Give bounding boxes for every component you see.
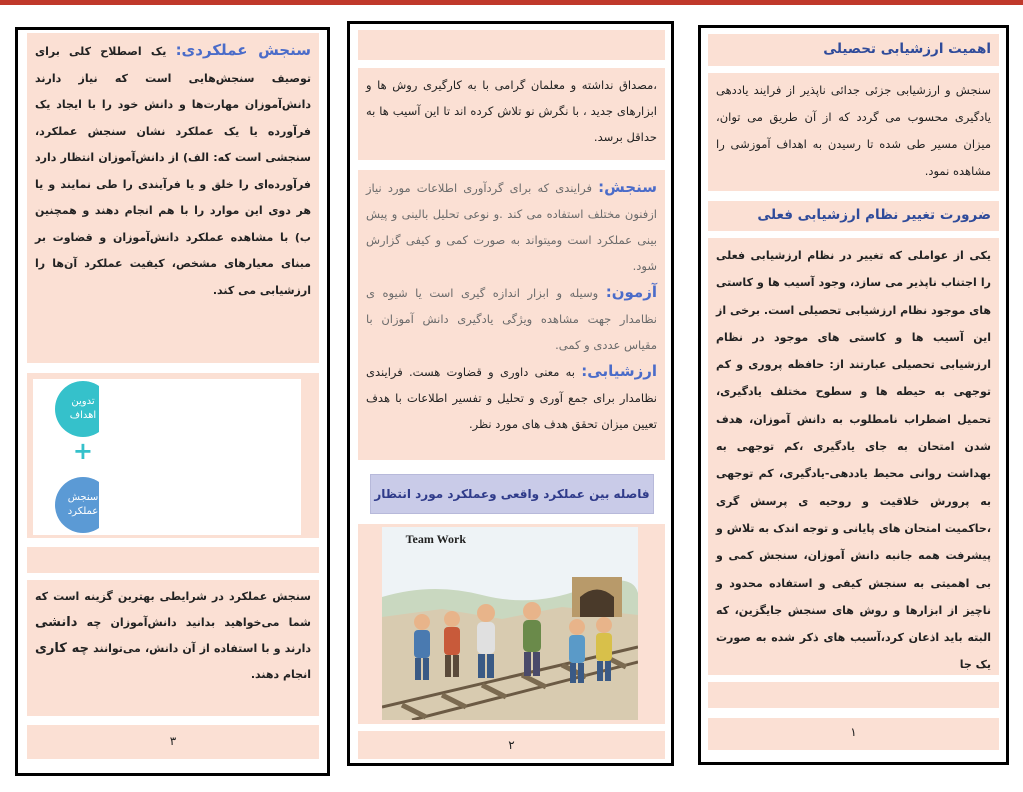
panel-page-2	[347, 21, 674, 766]
team-work-image	[382, 527, 638, 720]
best-option-box	[27, 580, 319, 716]
panel-page-3	[15, 27, 330, 776]
definition-measurement	[366, 174, 657, 279]
empty-header-strip	[358, 30, 665, 60]
definition-text-a: یک اصطلاح کلی برای توصیف سنجش‌هایی است که نیاز دارند دانش‌آموزان مهارت‌ها و دانش خود را با ایجاد یک فرآورده یا یک عملکرد نشان سنجش عملکرد، سنجشی است که:	[35, 45, 311, 164]
performance-assessment-box	[27, 33, 319, 363]
panel-page-1	[698, 25, 1009, 765]
keyword-knowledge: دانشی	[35, 615, 78, 630]
diagram-box	[27, 373, 319, 538]
term-measurement: سنجش:	[598, 178, 657, 196]
keyword-what-work: چه کاری	[35, 641, 89, 656]
page-number-3	[27, 725, 319, 759]
definition-text-b: از دانش‌آموزان انتظار دارد فرآورده‌ای را خلق و یا فرآیندی را طی نمایند و یا هر دوی این موارد را با هم انجام دهند و همچنین	[35, 151, 311, 217]
heading-importance-text: اهمیت ارزشیابی تحصیلی	[823, 41, 991, 57]
image-caption: Team Work	[405, 532, 466, 546]
term-test: آزمون:	[605, 283, 657, 301]
empty-strip	[708, 682, 999, 708]
diagram-circle-performance	[55, 477, 99, 533]
item-be: ب)	[294, 230, 311, 244]
diagram-clip	[33, 379, 99, 535]
definition-text-c: با مشاهده عملکرد دانش‌آموزان و قضاوت بر مبنای معیارهای مشخص، کیفیت عملکرد آن‌ها را ارزشیابی می کند.	[35, 230, 311, 297]
image-box	[358, 524, 665, 724]
definition-test	[366, 279, 657, 358]
gap-banner: فاصله بین عملکرد واقعی وعملکرد مورد انتظار	[370, 474, 654, 514]
page-number-label: ۲	[508, 738, 515, 752]
team-work-illustration	[382, 527, 638, 720]
term-performance-assessment: سنجش عملکردی:	[175, 41, 311, 59]
diagram-circle-goals	[55, 381, 99, 437]
definition-evaluation	[366, 358, 657, 437]
page-number-2	[358, 731, 665, 759]
heading-necessity	[708, 201, 999, 231]
heading-importance	[708, 34, 999, 66]
page-number-label: ۳	[169, 734, 177, 748]
definition-evaluation-text: به معنی داوری و قضاوت هست. فرایندی نظامدار برای جمع آوری و تحلیل و تفسیر اطلاعات با هدف تعیین میزان تحقق هدف های مورد نظر.	[366, 365, 657, 431]
definition-test-text: وسیله و ابزار اندازه گیری است یا شیوه ی نظامدار جهت مشاهده ویژگی یادگیری دانش آموزان با مقیاس عددی و کمی.	[366, 286, 657, 352]
necessity-text: یکی از عواملی که تغییر در نظام ارزشیابی فعلی را اجتناب ناپذیر می سازد، وجود آسیب ها و کاستی های موجود نظام ارزشیابی تحصیلی است. برخی از این آسیب ها و کاستی های موجود در نظام ارزشیابی تحصیلی عبارتند از: حافظه پروری و کم توجهی به حیطه ها و سطوح مختلف یادگیری، تحمیل اضطراب نامطلوب به دانش آموزان، هدف شدن امتحان به جای یادگیری ،کم توجهی به بهداشت روانی محیط یاددهی-یادگیری، کم توجهی به پرورش خلاقیت و روحیه ی پرسش گری ،حاکمیت امتحان های پایانی و توجه اندک به تلاش و پیشرفت همه جانبه دانش آموزان، سنجش کمی و بی اهمیتی به سنجش کیفی و استفاده محدود و ناچیز از ابزارها و روش های سنجش جایگزین، که البته باید اذعان کرد،آسیب های ذکر شده به صورت یک جا	[716, 249, 991, 672]
term-evaluation: ارزشیابی:	[581, 362, 657, 380]
importance-text: سنجش و ارزشیابی جزئی جدائی ناپذیر از فرایند یاددهی یادگیری محسوب می گردد که از آن طریق می توان، میزان مسیر طی شده تا رسیدن به اهداف آموزشی را مشاهده نمود.	[716, 83, 991, 178]
definition-measurement-text: فرایندی که برای گردآوری اطلاعات مورد نیاز ازفنون مختلف استفاده می کند .و نوعی تحلیل بالینی و پیش بینی عملکرد است ومیتواند به صورت کمی و کیفی گزارش شود.	[366, 181, 657, 273]
intro-box	[358, 68, 665, 160]
page-number-label: ۱	[850, 725, 857, 739]
intro-text: ،مصداق نداشته و معلمان گرامی با به کارگیری روش ها و ابزارهای جدید ، با نگرش نو تلاش کرده اند تا این آسیب ها به حداقل برسد.	[366, 78, 657, 144]
best-option-text-b: دارند و با استفاده از آن دانش، می‌توانند	[88, 642, 312, 655]
necessity-para-box	[708, 238, 999, 675]
empty-strip	[27, 547, 319, 573]
item-alef: الف)	[183, 151, 210, 164]
diagram-label-performance: سنجش عملکرد	[67, 492, 99, 517]
heading-necessity-text: ضرورت تغییر نظام ارزشیابی فعلی	[757, 207, 991, 223]
importance-para-box	[708, 73, 999, 191]
best-option-text-c: انجام دهند.	[250, 668, 311, 681]
definitions-box	[358, 170, 665, 460]
plus-icon: +	[72, 437, 93, 465]
page-number-1	[708, 718, 999, 750]
best-option-text-a: سنجش عملکرد در شرایطی بهترین گزینه است که شما می‌خواهید بدانید دانش‌آموزان چه	[35, 590, 311, 629]
diagram-canvas	[33, 379, 301, 535]
top-accent-bar	[0, 0, 1023, 5]
diagram-label-goals: تدوین اهداف	[69, 396, 97, 421]
